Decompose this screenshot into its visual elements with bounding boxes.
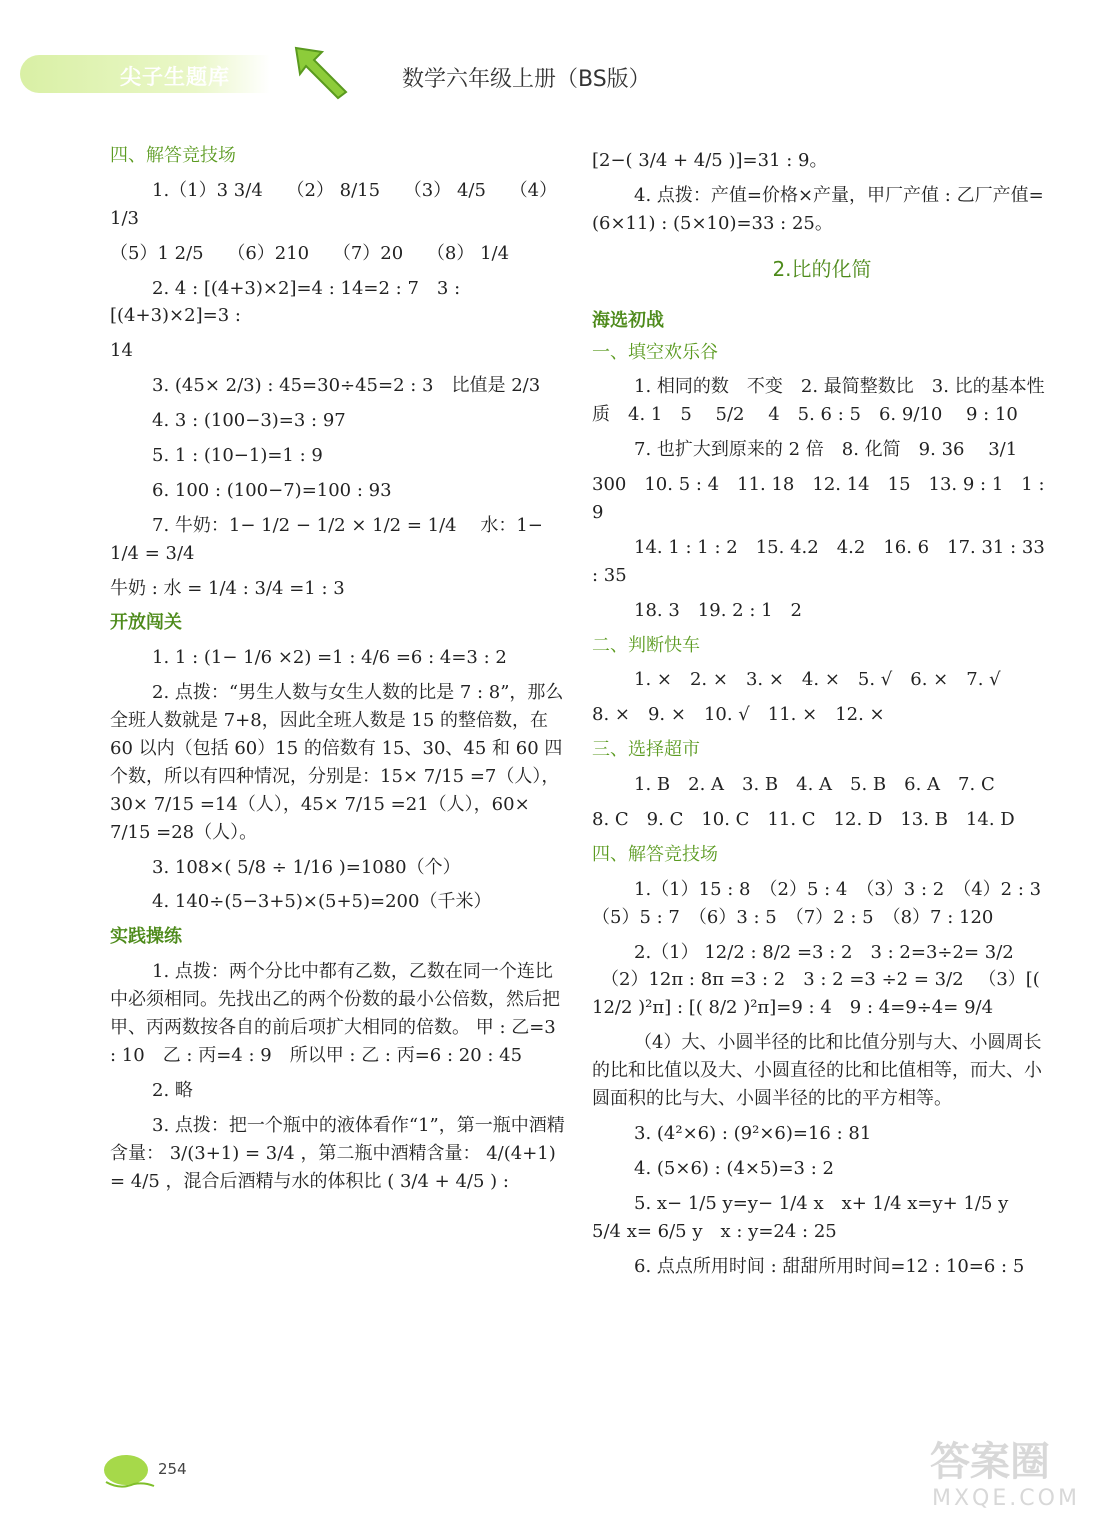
answer-line: 5. x− 1/5 y=y− 1/4 x x+ 1/4 x=y+ 1/5 y 5/4 x= 6/5 y x : y=24 : 25 xyxy=(592,1192,1033,1242)
answer-line: 5. 1 : (10−1)=1 : 9 xyxy=(152,445,323,467)
answer-line: [2−( 3/4 + 4/5 )]=31 : 9。 xyxy=(592,150,828,171)
answer-line: 牛奶 : 水 = 1/4 : 3/4 =1 : 3 xyxy=(110,577,345,599)
answer-line: 2. 略 xyxy=(152,1079,193,1101)
answer-line: 1. B 2. A 3. B 4. A 5. B 6. A 7. C xyxy=(634,774,995,796)
answer-line: （4）大、小圆半径的比和比值分别与大、小圆周长的比和比值以及大、小圆直径的比和比值相等，而大、小圆面积的比与大、小圆半径的比的平方相等。 xyxy=(592,1032,1042,1110)
answer-line: 6. 100 : (100−7)=100 : 93 xyxy=(152,479,392,501)
answer-line: 3. (4²×6) : (9²×6)=16 : 81 xyxy=(634,1122,872,1144)
section-heading: 三、选择超市 xyxy=(592,739,700,761)
section-heading: 海选初战 xyxy=(592,309,664,331)
header-tag-label: 尖子生题库 xyxy=(120,65,230,89)
right-column xyxy=(592,140,1060,1287)
answer-line: 8. C 9. C 10. C 11. C 12. D 13. B 14. D xyxy=(592,809,1015,831)
answer-line: 1. 1 : (1− 1/6 ×2) =1 : 4/6 =6 : 4=3 : 2 xyxy=(152,647,507,669)
answer-line: 1. 相同的数 不变 2. 最简整数比 3. 比的基本性质 4. 1 5 5/2 4 5. 6 : 5 6. 9/10 9 : 10 xyxy=(592,376,1045,426)
page-number: 254 xyxy=(158,1460,187,1478)
answer-line: 8. × 9. × 10. √ 11. × 12. × xyxy=(592,704,885,726)
answer-line: 7. 牛奶：1− 1/2 − 1/2 × 1/2 = 1/4 水：1− 1/4 = 3/4 xyxy=(110,514,543,564)
answer-line: 4. 点拨：产值=价格×产量，甲厂产值 : 乙厂产值=(6×11) : (5×10)=33 : 25。 xyxy=(592,184,1044,234)
watermark-logo: 答案圈 xyxy=(930,1439,1050,1485)
answer-line: 2. 4 : [(4+3)×2]=4 : 14=2 : 7 3 : [(4+3)×2]=3 : xyxy=(110,277,461,327)
answer-line: 3. 点拨：把一个瓶中的液体看作“1”，第一瓶中酒精含量： 3/(3+1) = 3/4 ，第二瓶中酒精含量： 4/(4+1) = 4/5 ，混合后酒精与水的体积比 ( 3/4 + 4/5 ) : xyxy=(110,1114,565,1192)
section-heading: 2.比的化简 xyxy=(772,256,872,281)
answer-line: 6. 点点所用时间 : 甜甜所用时间=12 : 10=6 : 5 xyxy=(634,1255,1025,1277)
arrow-icon xyxy=(292,44,352,100)
header-title: 数学六年级上册（BS版） xyxy=(402,67,651,92)
answer-line: 1. × 2. × 3. × 4. × 5. √ 6. × 7. √ xyxy=(634,669,1001,691)
answer-line: 7. 也扩大到原来的 2 倍 8. 化简 9. 36 3/1 xyxy=(634,439,1018,461)
section-heading: 一、填空欢乐谷 xyxy=(592,341,718,363)
answer-line: 14. 1 : 1 : 2 15. 4.2 4.2 16. 6 17. 31 : 33 : 35 xyxy=(592,536,1045,586)
section-heading: 实践操练 xyxy=(110,926,182,948)
answer-line: 18. 3 19. 2 : 1 2 xyxy=(634,599,803,621)
apple-icon xyxy=(100,1446,158,1490)
header-tag xyxy=(20,55,270,93)
answer-line: 4. 140÷(5−3+5)×(5+5)=200（千米） xyxy=(152,891,492,913)
answer-line: 1.（1）15 : 8 （2）5 : 4 （3）3 : 2 （4）2 : 3 （5）5 : 7 （6）3 : 5 （7）2 : 5 （8）7 : 120 xyxy=(592,878,1060,928)
answer-line: 4. 3 : (100−3)=3 : 97 xyxy=(152,410,346,432)
answer-line: （5）1 2/5 （6）210 （7）20 （8） 1/4 xyxy=(110,242,510,264)
answer-line: 3. (45× 2/3) : 45=30÷45=2 : 3 比值是 2/3 xyxy=(152,375,541,397)
answer-line: 1. 点拨：两个分比中都有乙数，乙数在同一个连比中必须相同。先找出乙的两个份数的最小公倍数，然后把甲、丙两数按各自的前后项扩大相同的倍数。 甲 : 乙=3 : 10 乙 : 丙=4 : 9 所以甲 : 乙 : 丙=6 : 20 : 45 xyxy=(110,961,560,1066)
watermark-url: MXQE.COM xyxy=(932,1486,1080,1511)
section-heading: 开放闯关 xyxy=(110,612,182,634)
section-heading: 四、解答竞技场 xyxy=(110,145,236,166)
left-column xyxy=(110,140,565,1202)
answer-line: 2.（1） 12/2 : 8/2 =3 : 2 3 : 2=3÷2= 3/2 （2）12π : 8π =3 : 2 3 : 2 =3 ÷2 = 3/2 （3）[( 12/2 )²π] : [( 8/2 )²π]=9 : 4 9 : 4=9÷4= 9/4 xyxy=(592,941,1040,1019)
section-heading: 二、判断快车 xyxy=(592,634,700,656)
answer-line: 300 10. 5 : 4 11. 18 12. 14 15 13. 9 : 1 1 : 9 xyxy=(592,474,1045,524)
answer-line: 14 xyxy=(110,340,133,362)
answer-line: 2. 点拨：“男生人数与女生人数的比是 7 : 8”，那么全班人数就是 7+8，因此全班人数是 15 的整倍数，在 60 以内（包括 60）15 的倍数有 15、30、45 和 60 四个数，所以有四种情况，分别是：15× 7/15 =7（人），30× 7/15 =14（人），45× 7/15 =21（人），60× 7/15 =28（人）。 xyxy=(110,682,564,843)
answer-line: 1.（1）3 3/4 （2） 8/15 （3） 4/5 （4） 1/3 xyxy=(110,179,558,229)
section-heading: 四、解答竞技场 xyxy=(592,843,718,865)
answer-line: 3. 108×( 5/8 ÷ 1/16 )=1080（个） xyxy=(152,856,461,878)
answer-line: 4. (5×6) : (4×5)=3 : 2 xyxy=(634,1157,834,1179)
